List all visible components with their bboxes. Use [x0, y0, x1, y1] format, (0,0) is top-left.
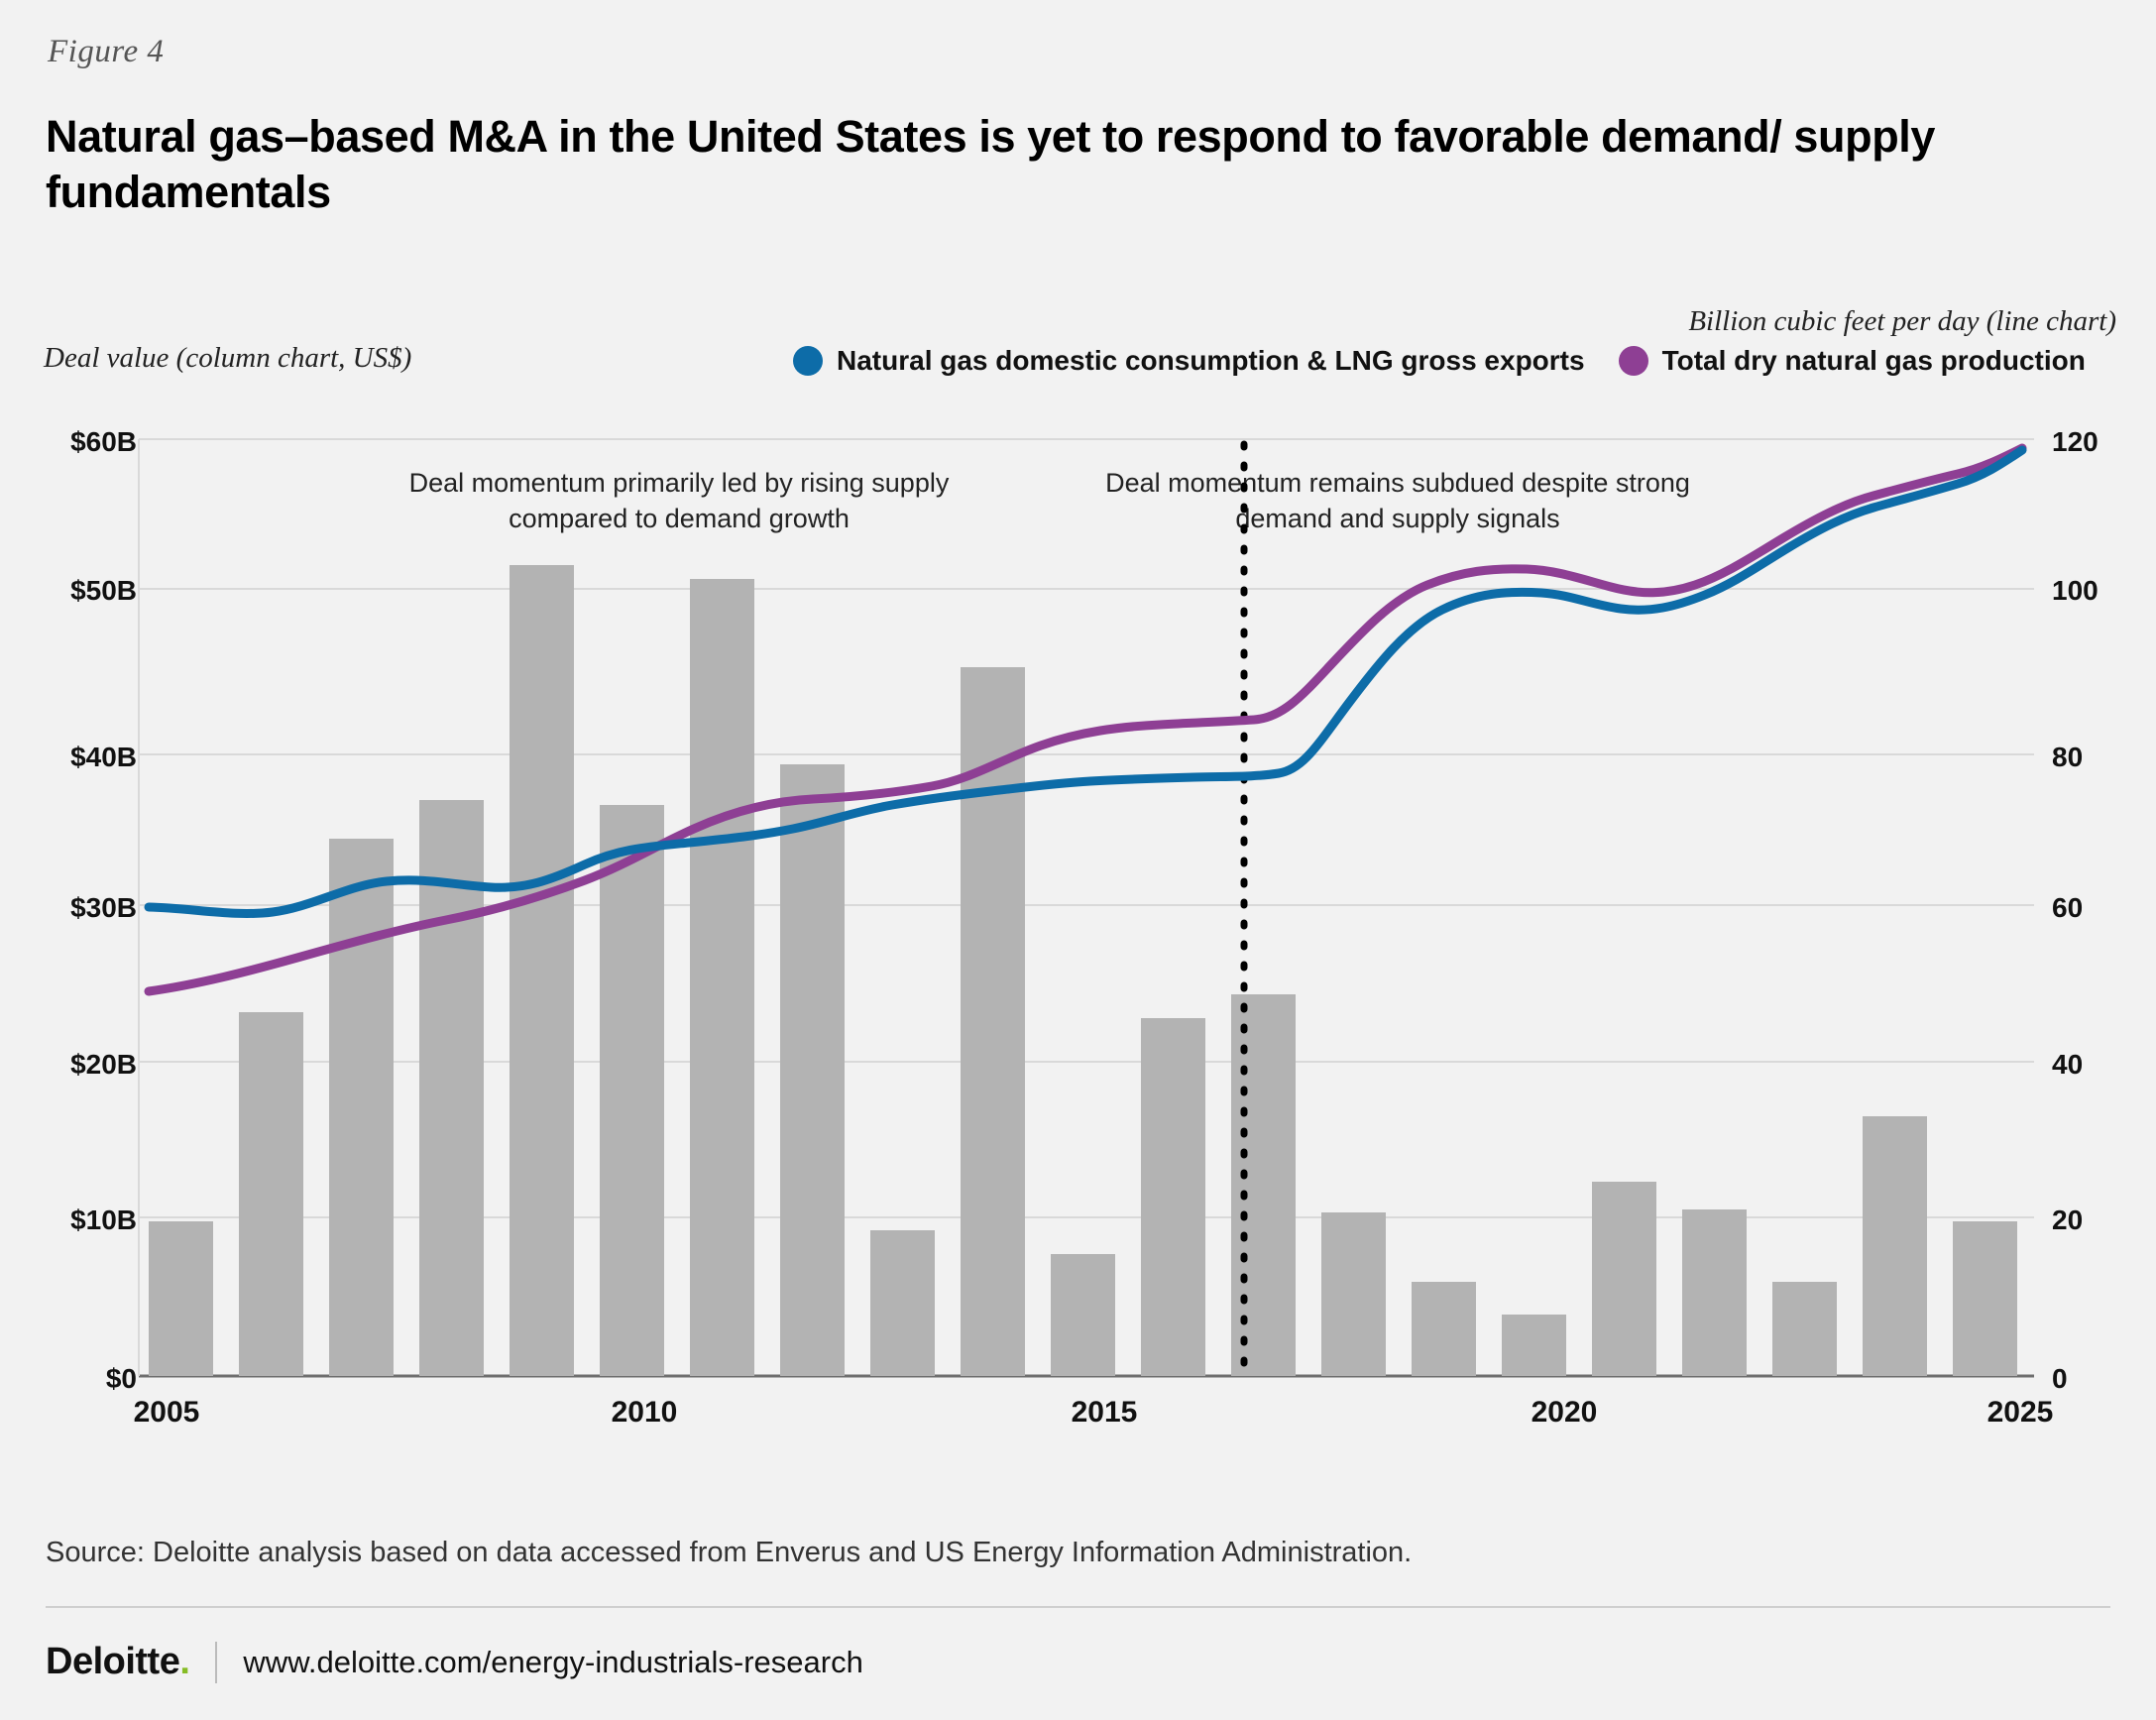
x-axis-tick: 2020 — [1531, 1396, 1598, 1429]
y-axis-right-tick: 80 — [2052, 742, 2084, 772]
y-axis-left-tick: $60B — [70, 426, 137, 457]
x-axis-tick: 2015 — [1071, 1396, 1138, 1429]
footer-separator — [215, 1642, 217, 1683]
legend-dot-icon — [1619, 346, 1648, 376]
left-axis-caption: Deal value (column chart, US$) — [44, 342, 412, 374]
y-axis-left-tick: $10B — [70, 1204, 137, 1235]
x-axis-tick: 2025 — [1986, 1396, 2054, 1429]
legend-dot-icon — [793, 346, 823, 376]
logo-text: Deloitte — [46, 1641, 180, 1682]
y-axis-right-tick: 20 — [2052, 1204, 2084, 1235]
y-axis-right-tick: 40 — [2052, 1049, 2084, 1080]
legend-item-consumption — [793, 345, 1585, 377]
y-axis-right-tick: 60 — [2052, 892, 2084, 923]
x-axis-tick: 2005 — [133, 1396, 200, 1429]
y-axis-left-tick: $50B — [70, 575, 137, 606]
source-note: Source: Deloitte analysis based on data accessed from Enverus and US Energy Information Administration. — [46, 1537, 1413, 1568]
y-axis-left-tick: $40B — [70, 742, 137, 772]
footer-url[interactable]: www.deloitte.com/energy-industrials-research — [243, 1644, 863, 1679]
y-axis-right-tick: 0 — [2052, 1363, 2068, 1394]
y-axis-left-tick: $20B — [70, 1049, 137, 1080]
legend-label: Total dry natural gas production — [1661, 345, 2086, 376]
chart-legend — [793, 345, 2086, 377]
legend-label: Natural gas domestic consumption & LNG gross exports — [837, 345, 1585, 376]
annotation-right: Deal momentum remains subdued despite strong demand and supply signals — [1105, 468, 1690, 533]
annotation-left: Deal momentum primarily led by rising supply compared to demand growth — [408, 468, 950, 533]
right-axis-caption: Billion cubic feet per day (line chart) — [1688, 305, 2116, 337]
y-axis-right-tick: 120 — [2052, 426, 2099, 457]
logo-dot: . — [179, 1641, 190, 1682]
page-title: Natural gas–based M&A in the United States is yet to respond to favorable demand/ supply fundamentals — [46, 111, 1936, 218]
deloitte-logo — [46, 1641, 189, 1683]
figure-number: Figure 4 — [48, 34, 165, 69]
y-axis-left-tick: $0 — [105, 1363, 137, 1394]
footer-divider — [46, 1606, 2110, 1608]
x-axis-tick: 2010 — [611, 1396, 678, 1429]
footer — [46, 1641, 863, 1683]
y-axis-right-tick: 100 — [2052, 575, 2099, 606]
y-axis-left-tick: $30B — [70, 892, 137, 923]
legend-item-production — [1619, 345, 2086, 377]
